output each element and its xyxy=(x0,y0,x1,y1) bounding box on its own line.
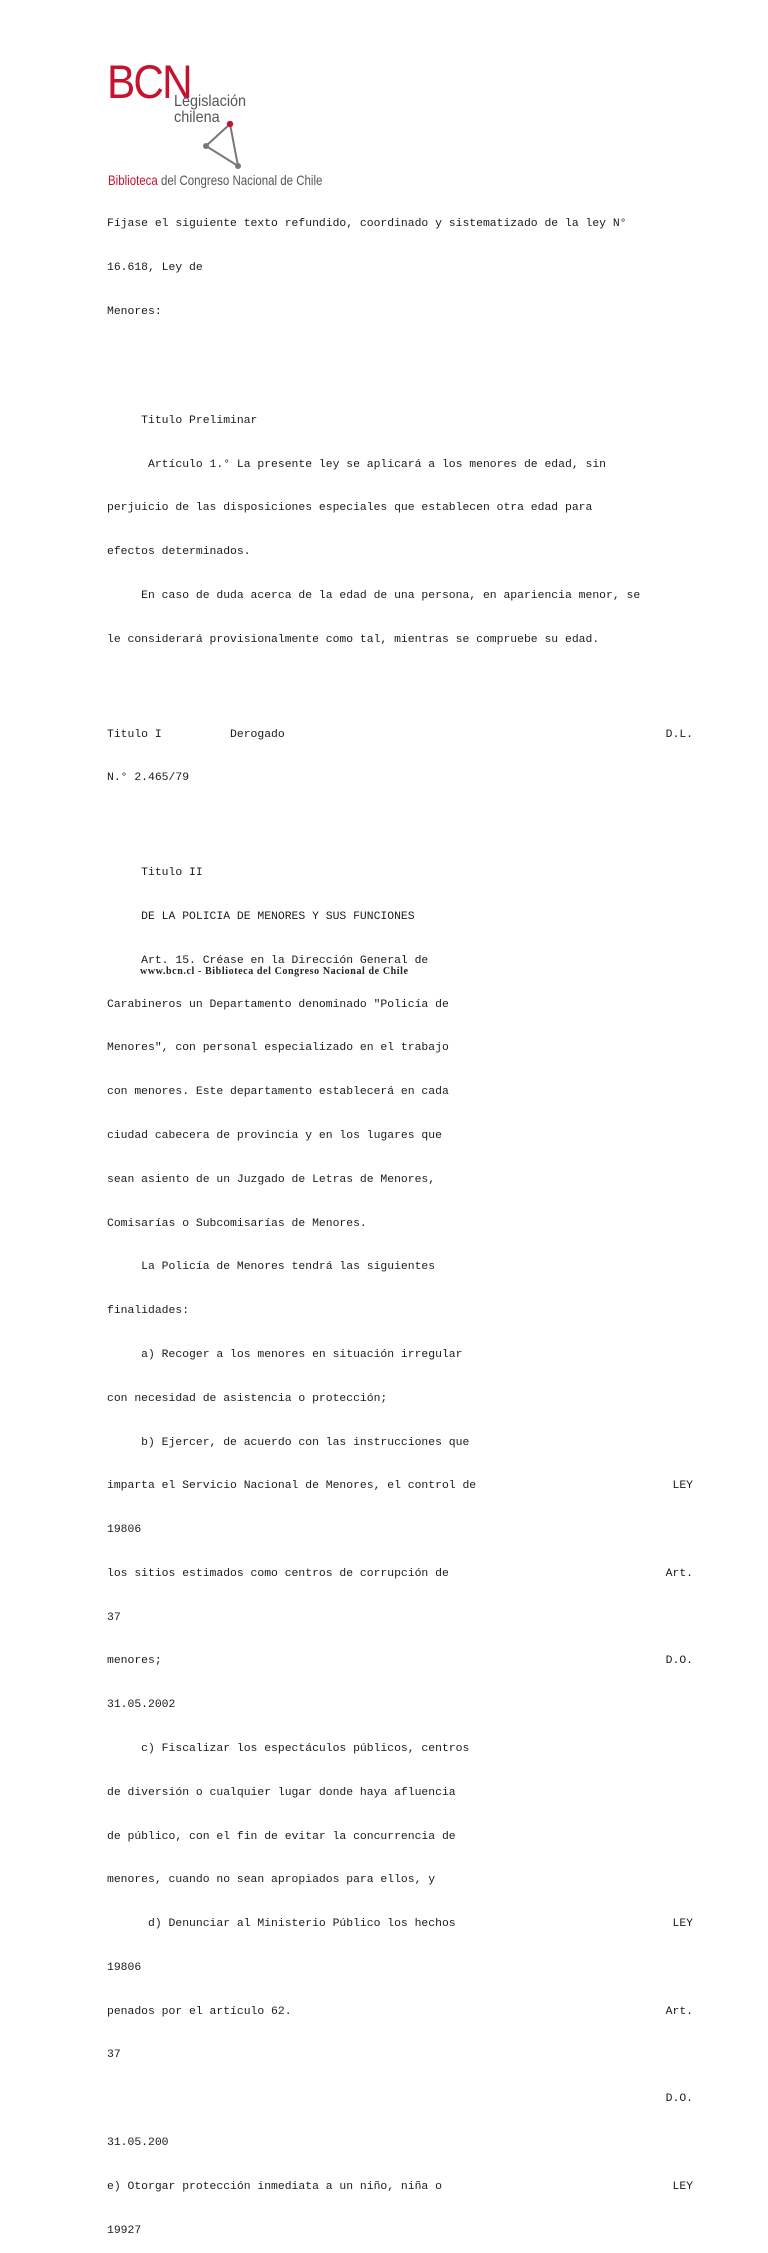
margin-note: N.° 2.465/79 xyxy=(107,772,190,785)
text-line: Menores", con personal especializado en el trabajo xyxy=(107,1042,449,1055)
margin-note: 37 xyxy=(107,1611,121,1624)
section-heading: DE LA POLICIA DE MENORES Y SUS FUNCIONES xyxy=(107,911,415,924)
text-line: Fíjase el siguiente texto refundido, coordinado y sistematizado de la ley N° xyxy=(107,218,627,231)
logo-triangle-icon xyxy=(200,120,246,170)
text-line: los sitios estimados como centros de corrupción de xyxy=(107,1567,449,1580)
text-line: 16.618, Ley de xyxy=(107,261,203,274)
text-line: sean asiento de un Juzgado de Letras de Menores, xyxy=(107,1173,436,1186)
margin-note: D.L. xyxy=(665,728,693,741)
text-line: con menores. Este departamento establecerá en cada xyxy=(107,1086,449,1099)
text-line: ciudad cabecera de provincia y en los lugares que xyxy=(107,1130,442,1143)
margin-note: 37 xyxy=(107,2049,121,2062)
law-text xyxy=(107,188,697,2253)
logo-brand: BCN xyxy=(107,55,191,108)
text-line: a) Recoger a los menores en situación irregular xyxy=(107,1348,463,1361)
logo-library-part1: Biblioteca xyxy=(108,172,158,188)
text-line: menores, cuando no sean apropiados para ellos, y xyxy=(107,1874,436,1887)
margin-note: Art. xyxy=(665,1567,693,1580)
section-title: Titulo Preliminar xyxy=(107,414,258,427)
margin-note: 31.05.200 xyxy=(107,2137,169,2149)
page-footer: www.bcn.cl - Biblioteca del Congreso Nacional de Chile xyxy=(140,966,409,977)
text-line: c) Fiscalizar los espectáculos públicos, centros xyxy=(107,1742,470,1755)
logo-tagline: Legislación chilena xyxy=(174,93,247,126)
margin-note: D.O. xyxy=(665,2093,693,2106)
text-line: Carabineros un Departamento denominado "Policía de xyxy=(107,998,449,1011)
text-line: Art. 15. Créase en la Dirección General de xyxy=(107,954,429,967)
text-line: En caso de duda acerca de la edad de una persona, en apariencia menor, se xyxy=(107,589,641,602)
section-title: Titulo II xyxy=(107,867,203,880)
text-line: perjuicio de las disposiciones especiales que establecen otra edad para xyxy=(107,502,593,515)
margin-note: 31.05.2002 xyxy=(107,1699,176,1712)
text-line: imparta el Servicio Nacional de Menores, el control de xyxy=(107,1480,477,1493)
text-line: Menores: xyxy=(107,305,162,318)
text-line: de público, con el fin de evitar la concurrencia de xyxy=(107,1830,456,1843)
text-line: Artículo 1.° La presente ley se aplicará a los menores de edad, sin xyxy=(107,458,606,471)
text-line: b) Ejercer, de acuerdo con las instrucciones que xyxy=(107,1436,470,1449)
text-line: de diversión o cualquier lugar donde haya afluencia xyxy=(107,1786,456,1799)
logo-library-name xyxy=(108,173,322,187)
margin-note: 19927 xyxy=(107,2224,142,2237)
bcn-logo xyxy=(104,55,323,193)
text-line: con necesidad de asistencia o protección; xyxy=(107,1392,388,1405)
margin-note: Art. xyxy=(665,2005,693,2018)
text-line: Comisarías o Subcomisarías de Menores. xyxy=(107,1217,367,1230)
margin-note: 19806 xyxy=(107,1961,142,1974)
margin-note: LEY xyxy=(672,1918,693,1931)
logo-library-part2: del Congreso Nacional de Chile xyxy=(157,172,323,188)
text-line: penados por el artículo 62. xyxy=(107,2005,292,2018)
text-line: menores; xyxy=(107,1655,162,1668)
margin-note: LEY xyxy=(672,1480,693,1493)
text-line: efectos determinados. xyxy=(107,546,251,559)
text-line: e) Otorgar protección inmediata a un niño, niña o xyxy=(107,2180,442,2193)
text-line: La Policía de Menores tendrá las siguientes xyxy=(107,1261,436,1274)
text-line: d) Denunciar al Ministerio Público los hechos xyxy=(107,1918,456,1931)
section-title: Titulo I Derogado xyxy=(107,728,285,741)
text-line: finalidades: xyxy=(107,1305,190,1318)
margin-note: 19806 xyxy=(107,1524,142,1537)
margin-note: LEY xyxy=(672,2180,693,2193)
margin-note: D.O. xyxy=(665,1655,693,1668)
text-line: le considerará provisionalmente como tal, mientras se compruebe su edad. xyxy=(107,633,600,646)
